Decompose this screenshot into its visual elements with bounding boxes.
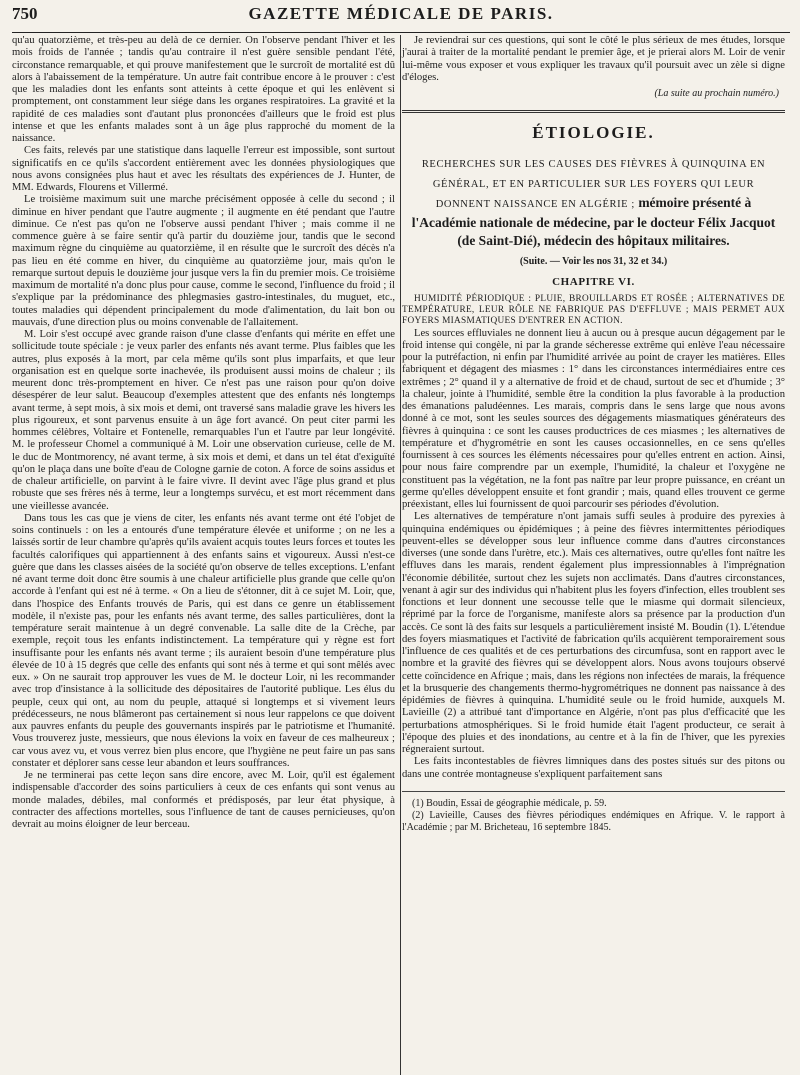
- running-title: GAZETTE MÉDICALE DE PARIS.: [248, 4, 554, 23]
- section-title: ÉTIOLOGIE.: [532, 123, 655, 143]
- right-paragraph-3: Les faits incontestables de fièvres limniques dans des postes situés sur des pitons ou dans une contrée montagneuse s'expliquent parfaitement sans: [402, 756, 785, 780]
- left-paragraph-4: M. Loir s'est occupé avec grande raison d'une classe d'enfants qui mérite en effet une sollicitude toute spéciale : je veux parler des enfants nés avant terme. Plus faibles que les autres, plus exposés à la mort, par cela même qu'ils sont plus imparfaits, et que leur organisation est en quelque sorte inachevée, ils produisent aussi moins de chaleur ; ils meurent donc très-promptement en hiver. Ce n'est pas une raison pour qu'on doive désespérer de leur salut. Beaucoup d'exemples attestent que des enfants nés longtemps avant terme, à sept mois, à six mois et demi, ont traversé sans maladie grave les hivers les plus rigoureux, et sont parvenus ensuite à un âge fort avancé. On peut citer parmi les hommes célèbres, Voltaire et Fontenelle, remarquables l'un et l'autre par leur longévité. M. le professeur Chomel a communiqué à M. Loir une observation curieuse, celle de M. le duc de Montmorency, né avant terme, à six mois et demi, et dans un tel état d'exiguïté qu'on le plaça dans une boîte d'eau de Cologne garnie de coton. A force de soins assidus et de chaleur artificielle, on parvint à le faire vivre. Il devint avec l'âge plus grand et plus robuste que ses frères nés à terme, leur a longtemps survécu, et est mort récemment dans une vieillesse avancée.: [12, 329, 395, 512]
- chapter-title: CHAPITRE VI.: [552, 275, 635, 288]
- chapter-summary: HUMIDITÉ PÉRIODIQUE : PLUIE, BROUILLARDS ET ROSÉE ; ALTERNATIVES DE TEMPÉRATURE, LEUR RÔLE NE FABRIQUE PAS D'EFFLUVE ; MAIS PERMET AUX FOYERS MIASMATIQUES D'ENTRER EN ACTION.: [402, 294, 785, 327]
- right-intro-paragraph: Je reviendrai sur ces questions, qui sont le côté le plus sérieux de mes études, lorsque j'aurai à traiter de la mortalité pendant le premier âge, et je prierai alors M. Loir de venir lui-même vous exposer et vous expliquer les travaux qu'il poursuit avec un zèle si digne d'éloges.: [402, 35, 785, 83]
- left-paragraph-2: Ces faits, relevés par une statistique dans laquelle l'erreur est impossible, sont surtout significatifs en ce qu'ils s'accordent entièrement avec les données physiologiques que nous avons consignées plus haut et avec les résultats des expériences de J. Hunter, de MM. Edwards, Flourens et Villermé.: [12, 145, 395, 193]
- left-paragraph-6: Je ne terminerai pas cette leçon sans dire encore, avec M. Loir, qu'il est également indispensable d'accorder des soins particuliers à ceux de ces enfants qui sont venus au monde malades, débiles, mal conformés et prédisposés, par leur état physique, à contracter des affections mortelles, sous l'influence de tant de causes pernicieuses, qu'on devrait au moins éloigner de leur berceau.: [12, 770, 395, 830]
- continued-note: (La suite au prochain numéro.): [654, 88, 779, 99]
- page-header: [12, 4, 790, 33]
- left-column: [12, 35, 395, 834]
- section-rule: [402, 110, 785, 113]
- article-title-caps: RECHERCHES SUR LES CAUSES DES FIÈVRES À QUINQUINA EN GÉNÉRAL, ET EN PARTICULIER SUR LES FOYERS QUI LEUR DONNENT NAISSANCE EN ALGÉRIE ;: [421, 158, 766, 210]
- right-paragraph-1: Les sources effluviales ne donnent lieu à aucun ou à presque aucun dégagement par le froid intense qui congèle, ni par la grande sécheresse extrême qui enlève l'eau nécessaire pour la putréfaction, ni enfin par l'humidité arrivée au point de crayer les matières. Elles fabriquent et dégagent des miasmes : 1° dans les circonstances intermédiaires entre ces extrêmes ; 2° quand il y a alternative de froid et de chaud, surtout de sec et d'humide ; 3° la chaleur, jointe à l'humidité, semble être la condition la plus favorable à la production des émanations paludéennes. Les marais, compris dans le sens large que nous avons donné à ce mot, sont les seules sources des dégagements miasmatiques générateurs des fièvres à quinquina : ce sont les causes productrices de ces miasmes ; les alternatives de température et d'hygrométrie en sont les causes occasionnelles, en ce sens qu'elles fournissent à ces sources les éléments nécessaires pour qu'elles entrent en action. Ainsi, pour nous faire comprendre par un exemple, l'humidité, la chaleur et l'oxygène ne constituent pas la végétation, ne la font pas naître par leur propre puissance, en créant un germe qu'elles développent ensuite et font grandir ; mais, quand elles trouvent ce germe préexistant, elles lui fournissent de quoi parcourir ses périodes d'évolution.: [402, 327, 785, 511]
- article-title-rest: mémoire présenté à l'Académie nationale de médecine, par le docteur Félix Jacquot (de Saint-Dié), médecin des hôpitaux militaires.: [411, 194, 776, 248]
- footnote-2: (2) Lavieille, Causes des fièvres périodiques endémiques en Afrique. V. le rapport à l'Académie ; par M. Bricheteau, 16 septembre 1845.: [402, 809, 785, 833]
- left-paragraph-5: Dans tous les cas que je viens de citer, les enfants nés avant terme ont été l'objet de soins continuels : on les a entourés d'une température élevée et uniforme ; on ne les a laissés sortir de leur chambre qu'après qu'ils avaient acquis toutes leurs forces et toutes les facultés calorifiques qui appartiennent à des enfants sains et vigoureux. Aussi n'est-ce guère que dans les classes aisées de la société qu'on observe de telles exceptions. L'enfant né avant terme doit donc être soumis à une chaleur artificielle plus grande que celle qu'on accorde à l'enfant qui est né à terme. « On a lieu de s'étonner, dit à ce sujet M. Loir, que, dans l'hospice des Enfants trouvés de Paris, qui est dans ce genre un établissement modèle, il n'existe pas, pour les enfants nés avant terme, des salles particulières, dont la température serait maintenue à un degré convenable. La salle dite de la Crèche, par exemple, reçoit tous les enfants indistinctement. La température qui y règne est fort insuffisante pour les enfants nés avant terme ; ils auraient besoin d'une température plus élevée de 10 à 15 degrés que celle des enfants qui sont nés à terme et qui sont mêlés avec eux. » On ne saurait trop approuver les vues de M. le docteur Loir, ni les recommander avec trop d'insistance à la sollicitude des dépositaires de l'autorité publique. Les élus du peuple, ceux qui ont, au nom du peuple, attaqué si longtemps et si vivement leurs prédécesseurs, ne nous blâmeront pas certainement si nous leur rappelons ce que doivent aux pauvres enfants du peuple des gouvernants inspirés par le patriotisme et l'humanité. Vous trouverez juste, messieurs, que nous élevions la voix en faveur de ces malheureux ; car vous avez vu, et vous verrez bien plus encore, que l'hygiène ne peut faire un pas sans constater et déplorer sans cesse leur abandon et leurs souffrances.: [12, 512, 395, 769]
- footnote-1: (1) Boudin, Essai de géographie médicale, p. 59.: [412, 797, 607, 809]
- suite-note: (Suite. — Voir les nos 31, 32 et 34.): [519, 255, 668, 267]
- page-number: 750: [12, 4, 38, 23]
- left-paragraph-1: qu'au quatorzième, et très-peu au delà de ce dernier. On l'observe pendant l'hiver et les mois froids de l'année ; tandis qu'au contraire il n'est guère sensible pendant l'été, circonstance remarquable, et qui prouve manifestement que le surcroît de mortalité est dû alors à l'abaissement de la température. Un autre fait contribue encore à le prouver : c'est que les maladies dont les enfants sont atteints à cette époque et qui les enlèvent si promptement, ont constamment leur siége dans les organes respiratoires. La gravité et la rapidité de ces maladies sont d'autant plus prononcées d'ailleurs que le froid est plus intense et que les enfants malades sont à un âge plus rapproché du moment de la naissance.: [12, 35, 395, 144]
- footnotes: [402, 791, 785, 834]
- right-column: [402, 35, 785, 834]
- column-divider: [400, 35, 401, 1075]
- left-paragraph-3: Le troisième maximum suit une marche précisément opposée à celle du second ; il diminue en hiver pendant que l'autre augmente ; il augmente en été pendant que l'autre diminue. Ce n'est pas qu'on ne l'observe aussi pendant l'hiver ; mais comme il ne commence guère à se faire sentir qu'à partir du douzième jour, tandis que le second maximum règne du cinquième au quatorzième, il en résulte que le surcroît des décès n'a pas lieu en été comme en hiver, du cinquième au quatorzième jour, mais qu'on le remarque surtout depuis le douzième jour jusque vers la fin du premier mois. Ce troisième maximum de mortalité n'a donc plus pour cause, comme le second, l'influence du froid ; il s'explique par la prédominance des phlegmasies gastro-intestinales, du muguet, etc., toutes maladies qui dépendent principalement du mode d'alimentation, du lait bon ou mauvais, d'une direction plus ou moins convenable de l'allaitement.: [12, 194, 395, 328]
- right-paragraph-2: Les alternatives de température n'ont jamais suffi seules à produire des pyrexies à quinquina endémiques ou épidémiques ; à peine des fièvres intermittentes périodiques peuvent-elles se développer sous leur influence comme dans d'autres circonstances diverses (une sonde dans l'urètre, etc.). Mais ces alternatives, outre qu'elles font naître les effluves dans les marais, rendent également plus impressionnables à l'imprégnation l'économie débilitée, surtout chez les sujets non acclimatés. Dans d'autres circonstances, venant à agir sur des individus qui n'habitent plus les foyers d'infection, elles troublent ses fonctions et leur donnent une secousse telle que le miasme qui dormait silencieux, réprimé par la force de l'organisme, manifeste alors sa présence par la production d'un accès. Ce sont là des faits sur lesquels a particulièrement insisté M. Boudin (1). L'étendue des foyers miasmatiques et l'activité de fabrication qu'ils acquièrent temporairement sous l'influence de ces qualités et de ces perturbations des circumfusa, sont en rapport avec le nombre et la gravité des fièvres qui se développent alors. Nous avons toujours observé cette coïncidence en Afrique ; mais, dans les régions non infectées de marais, la fréquence et la brusquerie des changements thermo-hygrométriques ne donnent pas naissance à des épidémies de fièvres à quinquina. L'humidité seule ou le froid humide, auxquels M. Lavieille (2) a attribué tant d'importance en Algérie, n'ont pas plus d'efficacité que les perturbations atmosphériques. Si le froid humide était l'agent producteur, ce serait à l'époque des pluies et des inondations, au centre et à la fin de l'hiver, que les pyrexies régneraient surtout.: [402, 511, 785, 756]
- two-column-body: [12, 35, 790, 834]
- article-title: [408, 154, 779, 250]
